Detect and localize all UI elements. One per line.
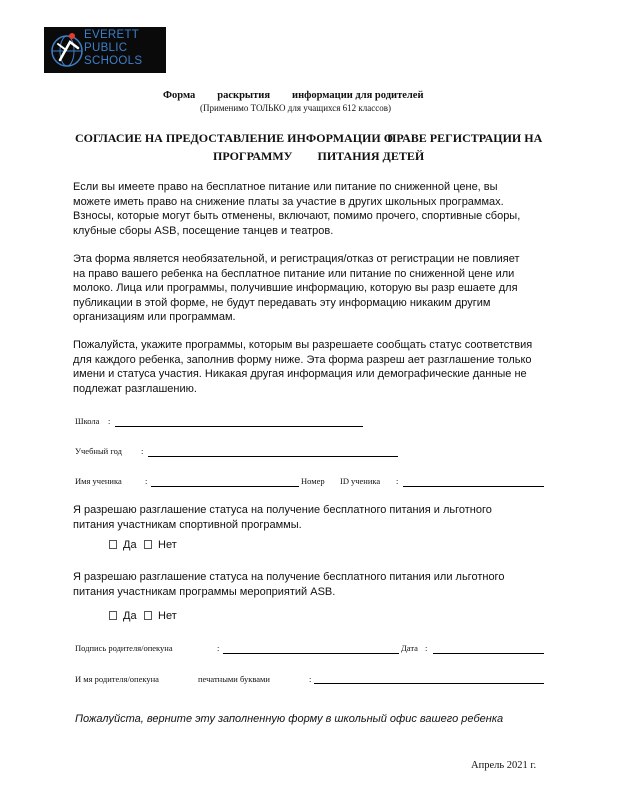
school-label: Школа	[75, 416, 100, 426]
heading-part-3a: ПРОГРАММУ	[213, 149, 293, 163]
heading-part-3b: ПИТАНИЯ ДЕТЕЙ	[317, 149, 425, 163]
student-id-label: ID	[340, 476, 349, 486]
consent-asb-yes-option[interactable]	[109, 610, 137, 622]
parent-name-label: И мя родителя/опекуна	[75, 674, 159, 684]
form-title-part-1: Форма	[163, 90, 196, 101]
consent-sports-text: Я разрешаю разглашение статуса на получение бесплатного питания и льготного питания участникам спортивной программы.	[73, 504, 492, 531]
logo-wordmark	[84, 29, 142, 68]
signature-field[interactable]	[223, 653, 399, 654]
return-instructions: Пожалуйста, верните эту заполненную форму в школьный офис вашего ребенка	[75, 713, 504, 725]
date-colon: :	[425, 643, 428, 653]
form-title-part-2: раскрытия	[217, 90, 271, 101]
consent-asb-no-checkbox[interactable]	[144, 611, 152, 620]
globe-figure-icon	[48, 30, 86, 70]
logo-line-3: SCHOOLS	[84, 55, 143, 67]
date-label: Дата	[401, 643, 418, 653]
student-id-field[interactable]	[403, 486, 544, 487]
student-name-label: Имя ученика	[75, 476, 122, 486]
school-colon: :	[108, 416, 111, 426]
date-field[interactable]	[433, 653, 544, 654]
revision-date: Апрель 2021 г.	[471, 760, 537, 771]
district-logo	[44, 27, 166, 73]
school-year-field[interactable]	[148, 456, 398, 457]
consent-asb-no-option[interactable]	[144, 610, 177, 622]
parent-name-colon: :	[309, 674, 312, 684]
student-name-colon: :	[145, 476, 148, 486]
school-field[interactable]	[115, 426, 363, 427]
school-year-colon: :	[141, 446, 144, 456]
consent-asb-yes-label: Да	[123, 610, 137, 622]
signature-label: Подпись родителя/опекуна	[75, 643, 173, 653]
logo-line-2: PUBLIC	[84, 42, 128, 54]
parent-name-field[interactable]	[314, 683, 544, 684]
student-name-field[interactable]	[151, 486, 299, 487]
paragraph-instructions: Пожалуйста, укажите программы, которым вы разрешаете сообщать статус соответствия для каждого ребенка, заполнив форму ниже. Эта форма разреш ает разглашение только имени и статуса участия. Никакая другая информация или демографические данные не подлежат разглашению.	[73, 339, 533, 395]
logo-line-1: EVERETT	[84, 29, 140, 41]
consent-sports-yes-label: Да	[123, 539, 137, 551]
student-id-colon: :	[396, 476, 399, 486]
consent-sports-no-label: Нет	[158, 539, 177, 551]
student-number-label: Номер	[301, 476, 325, 486]
heading-line-2	[213, 149, 424, 164]
heading-part-2: ПРАВЕ РЕГИСТРАЦИИ НА	[387, 131, 543, 145]
print-label: печатными буквами	[198, 674, 270, 684]
consent-sports-no-checkbox[interactable]	[144, 540, 152, 549]
consent-asb-no-label: Нет	[158, 610, 177, 622]
heading-part-1: СОГЛАСИЕ НА ПРЕДОСТАВЛЕНИЕ ИНФОРМАЦИИ О	[75, 131, 394, 145]
signature-colon: :	[217, 643, 220, 653]
paragraph-eligibility: Если вы имеете право на бесплатное питание или питание по сниженной цене, вы можете иметь право на снижение платы за участие в других школьных программах. Взносы, которые могут быть отменены, включают, помимо прочего, спортивные сборы, клубные сборы ASB, посещение танцев и театров.	[73, 181, 521, 237]
paragraph-optional: Эта форма является необязательной, и регистрация/отказ от регистрации не повлияет на право вашего ребенка на бесплатное питание или питание по сниженной цене или молоко. Лица или программы, получившие информацию, которую вы разр ешаете для публикации в этой форме, не будут передавать эту информацию никаким другим организациям или программам.	[73, 253, 520, 324]
consent-sports-no-option[interactable]	[144, 539, 177, 551]
form-subtitle: (Применимо ТОЛЬКО для учащихся 612 классов)	[200, 103, 392, 113]
form-title	[163, 90, 424, 101]
school-year-label: Учебный год	[75, 446, 122, 456]
form-title-part-3: информации для родителей	[292, 90, 424, 101]
consent-sports-yes-option[interactable]	[109, 539, 137, 551]
consent-sports-yes-checkbox[interactable]	[109, 540, 117, 549]
consent-asb-text: Я разрешаю разглашение статуса на получение бесплатного питания или льготного питания участникам программы мероприятий ASB.	[73, 571, 505, 598]
student-id-label-2: ученика	[351, 476, 381, 486]
consent-asb-yes-checkbox[interactable]	[109, 611, 117, 620]
